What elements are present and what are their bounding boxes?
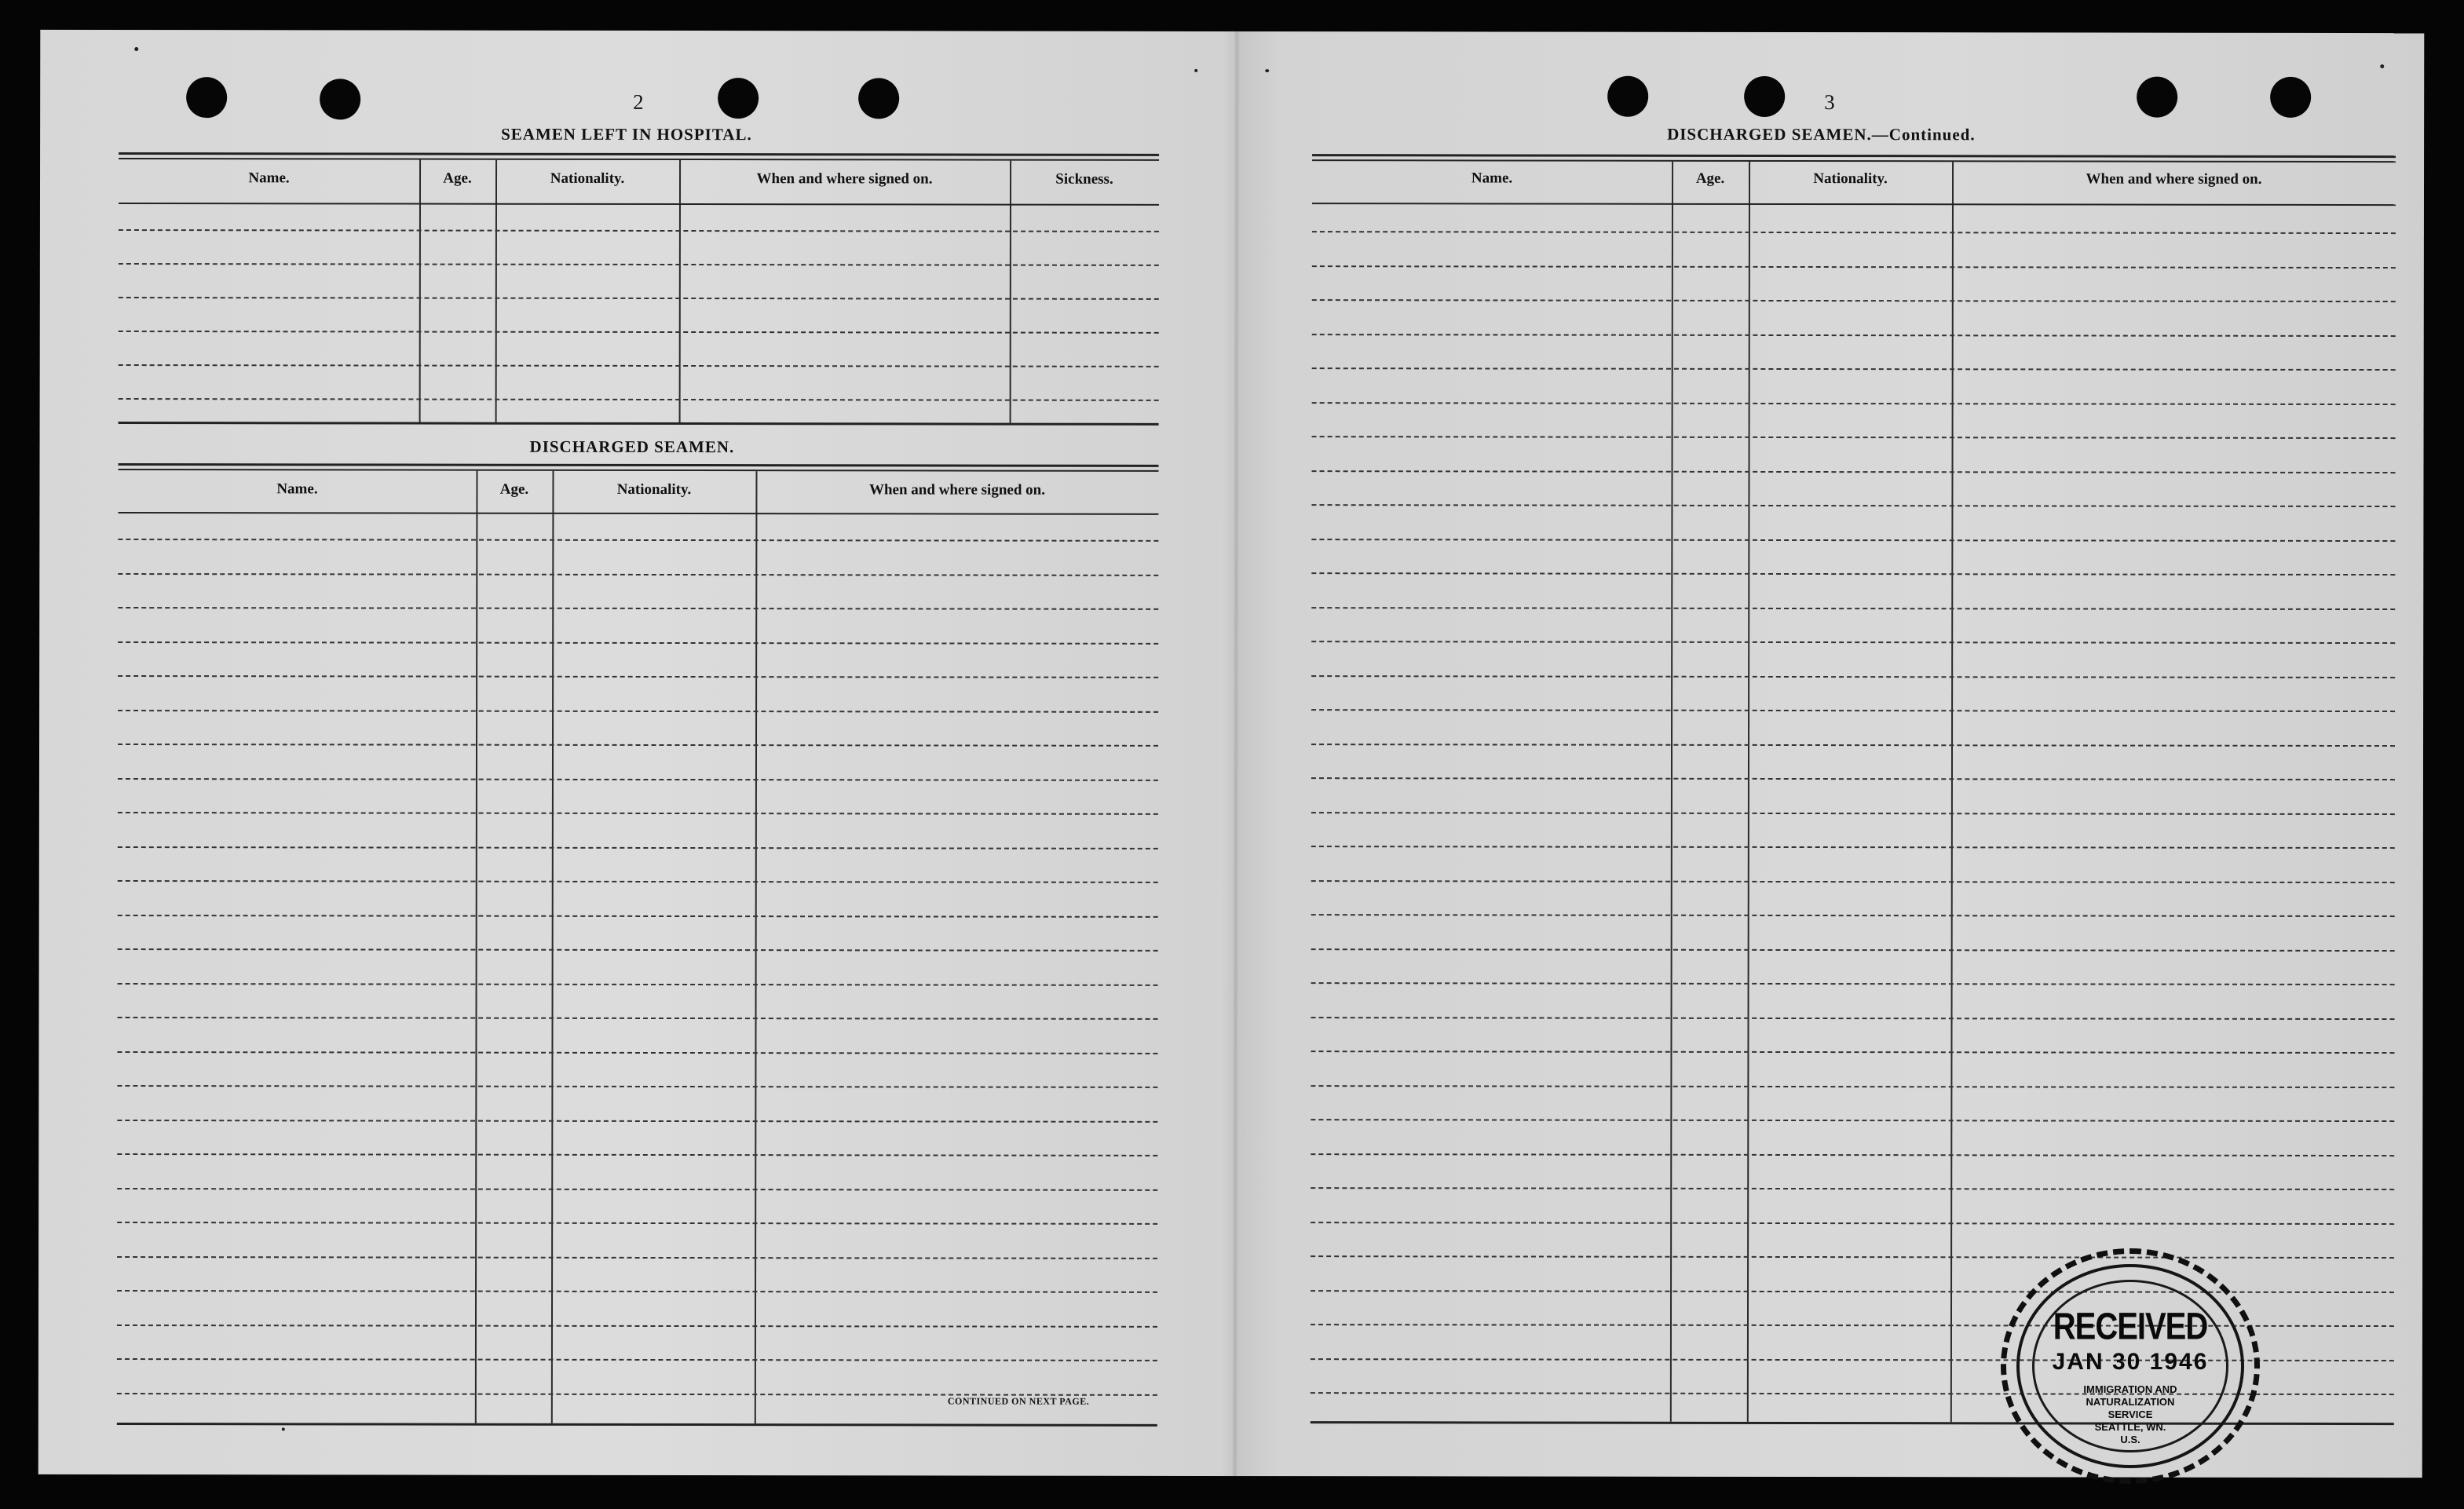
entry-line bbox=[118, 539, 1158, 542]
bottom-rule bbox=[117, 1423, 1157, 1427]
entry-line bbox=[1311, 709, 2395, 712]
entry-line bbox=[118, 778, 1158, 781]
stamp-line: IMMIGRATION AND bbox=[2083, 1383, 2177, 1395]
punch-hole bbox=[186, 77, 227, 118]
entry-line bbox=[1312, 334, 2396, 337]
column-divider bbox=[475, 471, 478, 1423]
entry-line bbox=[1311, 572, 2395, 575]
column-divider bbox=[419, 160, 421, 422]
entry-line bbox=[117, 1324, 1157, 1328]
entry-line bbox=[117, 1188, 1157, 1191]
speck bbox=[134, 47, 138, 51]
stamp-line: SEATTLE, WN. bbox=[2094, 1421, 2166, 1433]
entry-line bbox=[1311, 812, 2395, 815]
entry-line bbox=[1311, 744, 2395, 747]
entry-line bbox=[1311, 777, 2395, 780]
punch-hole bbox=[2270, 77, 2311, 118]
right-page-number: 3 bbox=[1824, 90, 1836, 115]
entry-line bbox=[119, 331, 1159, 334]
header-rule bbox=[1312, 203, 2396, 206]
entry-line bbox=[117, 1222, 1157, 1225]
top-double-rule bbox=[1312, 159, 2396, 163]
entry-line bbox=[1311, 641, 2395, 644]
column-header-nationality: Nationality. bbox=[616, 480, 692, 499]
hospital-table bbox=[119, 152, 1159, 429]
entry-line bbox=[1311, 1085, 2394, 1088]
entry-line bbox=[1311, 1222, 2394, 1225]
header-rule bbox=[118, 512, 1158, 515]
stamp-line: U.S. bbox=[2120, 1434, 2140, 1445]
entry-line bbox=[119, 398, 1159, 401]
entry-line bbox=[1311, 675, 2395, 678]
column-header-signed-on: When and where signed on. bbox=[756, 170, 933, 188]
entry-line bbox=[117, 1358, 1157, 1361]
column-header-nationality: Nationality. bbox=[550, 170, 625, 187]
entry-line bbox=[118, 675, 1158, 678]
speck bbox=[1265, 69, 1269, 72]
entry-line bbox=[1311, 846, 2395, 849]
hospital-table-title: SEAMEN LEFT IN HOSPITAL. bbox=[501, 124, 752, 144]
column-header-signed-on: When and where signed on. bbox=[868, 481, 1045, 499]
entry-line bbox=[118, 1017, 1158, 1020]
entry-line bbox=[1311, 1153, 2394, 1156]
punch-hole bbox=[320, 79, 360, 119]
entry-line bbox=[118, 915, 1158, 918]
entry-line bbox=[119, 364, 1159, 367]
center-fold bbox=[1232, 31, 1241, 1476]
stamp-line: NATURALIZATION bbox=[2086, 1396, 2175, 1408]
discharged-continued-table bbox=[1311, 154, 2396, 1430]
column-divider bbox=[755, 471, 758, 1423]
entry-line bbox=[1311, 982, 2395, 985]
entry-line bbox=[1312, 470, 2396, 473]
speck bbox=[2380, 64, 2384, 68]
entry-line bbox=[1312, 231, 2396, 234]
entry-line bbox=[118, 812, 1158, 815]
entry-line bbox=[117, 1051, 1157, 1054]
entry-line bbox=[117, 1290, 1157, 1293]
stamp-line: SERVICE bbox=[2108, 1409, 2153, 1420]
entry-line bbox=[118, 948, 1158, 952]
entry-line bbox=[117, 1256, 1157, 1259]
punch-hole bbox=[858, 78, 899, 119]
received-stamp bbox=[2001, 1248, 2260, 1484]
entry-line bbox=[1311, 504, 2395, 507]
entry-line bbox=[119, 263, 1159, 266]
entry-line bbox=[1311, 539, 2395, 542]
entry-line bbox=[118, 880, 1158, 883]
column-header-age: Age. bbox=[499, 480, 529, 498]
column-divider bbox=[679, 160, 681, 422]
column-header-age: Age. bbox=[1695, 170, 1725, 187]
punch-hole bbox=[718, 78, 759, 119]
column-header-sickness: Sickness. bbox=[1055, 170, 1113, 188]
entry-line bbox=[118, 573, 1158, 576]
discharged-table bbox=[117, 463, 1159, 1430]
speck bbox=[1194, 69, 1197, 72]
entry-line bbox=[118, 983, 1158, 986]
punch-hole bbox=[2137, 77, 2177, 118]
entry-line bbox=[1312, 436, 2396, 439]
entry-line bbox=[1311, 1017, 2395, 1020]
entry-line bbox=[1311, 880, 2395, 883]
column-header-name: Name. bbox=[248, 170, 290, 187]
punch-hole bbox=[1744, 76, 1785, 117]
entry-line bbox=[118, 607, 1158, 610]
entry-line bbox=[1311, 1050, 2394, 1054]
column-divider bbox=[1010, 161, 1011, 423]
entry-line bbox=[1311, 607, 2395, 610]
entry-line bbox=[1311, 1187, 2394, 1190]
entry-line bbox=[119, 297, 1159, 300]
bottom-rule bbox=[119, 422, 1159, 426]
header-rule bbox=[119, 203, 1159, 206]
column-divider bbox=[551, 471, 554, 1423]
entry-line bbox=[1311, 948, 2395, 952]
entry-line bbox=[117, 1085, 1157, 1088]
left-page-number: 2 bbox=[633, 90, 645, 114]
column-header-name: Name. bbox=[1471, 170, 1513, 187]
entry-line bbox=[1312, 402, 2396, 405]
entry-line bbox=[1312, 299, 2396, 302]
column-divider bbox=[1950, 162, 1954, 1422]
stamp-date: JAN 30 1946 bbox=[2052, 1349, 2209, 1375]
column-header-name: Name. bbox=[276, 480, 318, 498]
column-divider bbox=[1747, 162, 1750, 1422]
top-double-rule bbox=[119, 158, 1159, 161]
entry-line bbox=[118, 710, 1158, 713]
entry-line bbox=[117, 1153, 1157, 1156]
entry-line bbox=[1312, 367, 2396, 371]
entry-line bbox=[117, 1120, 1157, 1123]
entry-line bbox=[118, 846, 1158, 849]
column-header-nationality: Nationality. bbox=[1813, 170, 1888, 188]
entry-line bbox=[118, 744, 1158, 747]
discharged-table-title: DISCHARGED SEAMEN. bbox=[529, 437, 735, 457]
entry-line bbox=[119, 229, 1159, 232]
column-header-age: Age. bbox=[443, 170, 472, 187]
column-divider bbox=[495, 160, 497, 422]
column-divider bbox=[1670, 162, 1673, 1422]
continued-note: CONTINUED ON NEXT PAGE. bbox=[947, 1395, 1090, 1407]
top-double-rule bbox=[119, 469, 1159, 472]
discharged-continued-title: DISCHARGED SEAMEN.—Continued. bbox=[1667, 124, 1976, 144]
stamp-received-word: RECEIVED bbox=[2053, 1306, 2208, 1348]
top-double-rule bbox=[1312, 154, 2396, 158]
entry-line bbox=[1312, 265, 2396, 269]
column-header-signed-on: When and where signed on. bbox=[2086, 170, 2262, 188]
entry-line bbox=[118, 641, 1158, 645]
entry-line bbox=[1311, 914, 2395, 917]
top-double-rule bbox=[119, 152, 1159, 156]
top-double-rule bbox=[119, 463, 1159, 467]
punch-hole bbox=[1607, 76, 1648, 117]
entry-line bbox=[1311, 1119, 2394, 1122]
